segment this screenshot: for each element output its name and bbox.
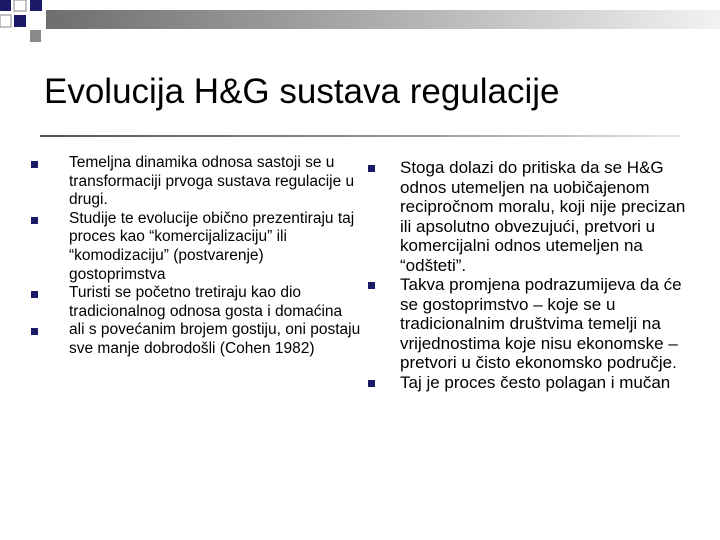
- square-bullet-icon: [31, 161, 38, 168]
- corner-decoration: [0, 0, 720, 50]
- bullet-text: Takva promjena podrazumijeva da će se gostoprimstvo – koje se u tradicionalnim društvima temelji na vrijednostima koje nisu ekonomske – pretvori u čisto ekonomsko područje.: [400, 275, 682, 372]
- list-item: [22, 154, 362, 210]
- square-bullet-icon: [368, 282, 375, 289]
- list-item: [22, 210, 362, 284]
- square-bullet-icon: [31, 217, 38, 224]
- bullet-text: Turisti se početno tretiraju kao dio tradicionalnog odnosa gosta i domaćina: [69, 284, 343, 320]
- square-bullet-icon: [31, 291, 38, 298]
- bullet-text: Temeljna dinamika odnosa sastoji se u transformaciji prvoga sustava regulacije u drugi.: [69, 154, 355, 209]
- title-divider: [40, 135, 680, 137]
- bullet-text: Stoga dolazi do pritiska da se H&G odnos utemeljen na uobičajenom recipročnom moralu, koji nije precizan ili apsolutno obvezujući, pretvori u komercijalni odnos utemeljen na “odšteti”.: [400, 158, 686, 275]
- bullet-text: Taj je proces često polagan i mučan: [400, 372, 671, 392]
- bullet-text: Studije te evolucije obično prezentiraju taj proces kao “komercijalizaciju” ili “komodizaciju” (postvarenje) gostoprimstva: [69, 209, 355, 283]
- slide-title: Evolucija H&G sustava regulacije: [44, 72, 560, 111]
- square-bullet-icon: [31, 328, 38, 335]
- square-bullet-icon: [368, 380, 375, 387]
- left-bullet-list: [22, 154, 362, 359]
- bullet-text: ali s povećanim brojem gostiju, oni postaju sve manje dobrodošli (Cohen 1982): [69, 321, 361, 357]
- list-item: [362, 373, 692, 393]
- list-item: [362, 275, 692, 373]
- list-item: [362, 158, 692, 275]
- right-bullet-list: [362, 158, 692, 392]
- square-bullet-icon: [368, 165, 375, 172]
- list-item: [22, 284, 362, 321]
- list-item: [22, 321, 362, 358]
